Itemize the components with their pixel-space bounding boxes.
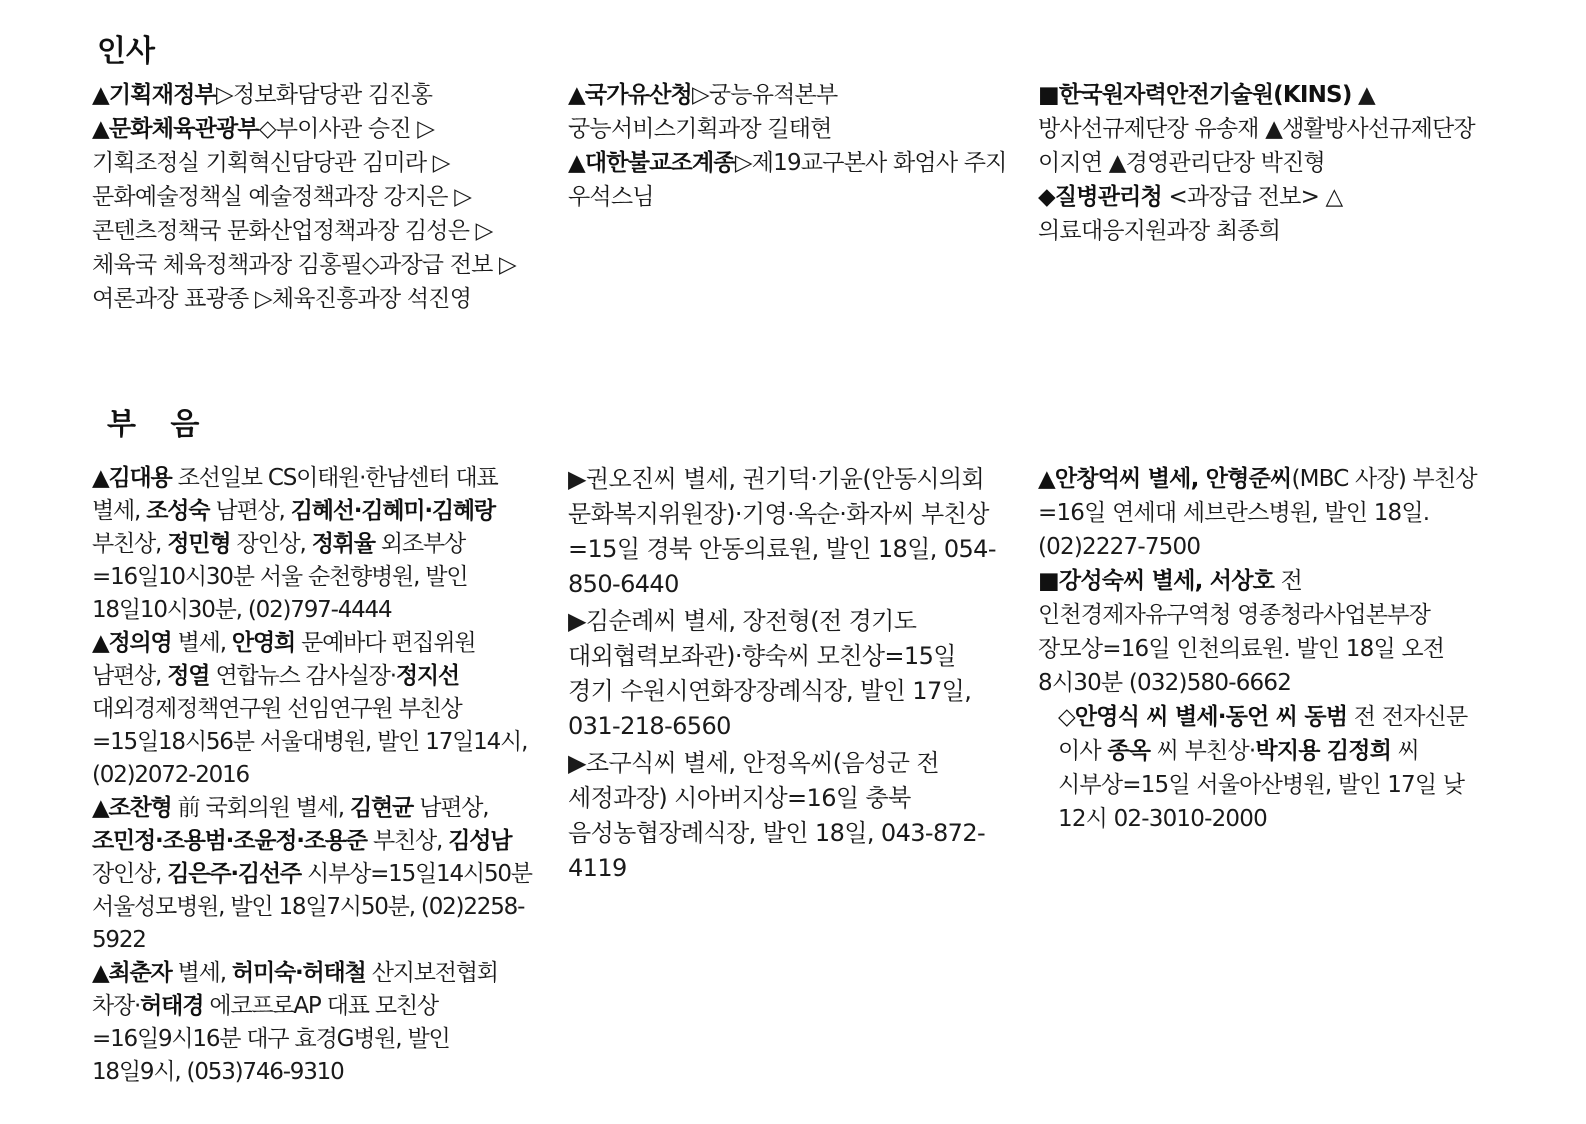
entry-text: 별세, [171, 630, 232, 656]
name-highlight: 김현균 [350, 795, 414, 821]
obituary-entry: ▶권오진씨 별세, 권기덕·기윤(안동시의회 문화복지위원장)·기영·옥순·화자씨 부친상=15일 경북 안동의료원, 발인 18일, 054-850-6440 [568, 465, 996, 598]
name-highlight: ◇안영식 씨 별세·동언 씨 동범 [1058, 704, 1348, 730]
entry-text: 前 국회의원 별세, [171, 795, 351, 821]
entry-text: 조선일보 CS이태원·한남센터 대표 별세, [92, 465, 498, 524]
entry-text: 장인상, [92, 861, 168, 887]
name-highlight: 허미숙·허태철 [231, 960, 366, 986]
insa-column-1 [92, 78, 532, 316]
entry-text: 별세, [171, 960, 232, 986]
entry-text: 씨 시부상=15일 서울아산병원, 발인 17일 낮 12시 02-3010-2000 [1058, 738, 1465, 832]
entry-text: 전 인천경제자유구역청 영종청라사업본부장 장모상=16일 인천의료원. 발인 18일 오전 8시30분 (032)580-6662 [1038, 568, 1445, 696]
insa-entry: ◆질병관리청 <과장급 전보> △의료대응지원과장 최종희 [1038, 184, 1343, 244]
name-highlight: ▲김대용 [92, 465, 172, 491]
entry-text: (MBC 사장) 부친상=16일 연세대 세브란스병원, 발인 18일. (02)2227-7500 [1038, 466, 1477, 560]
name-highlight: 서상호 [1209, 568, 1275, 594]
section-title-bueum: 부 음 [107, 407, 212, 442]
name-highlight: 김성남 [448, 828, 512, 854]
name-highlight: 김혜선·김혜미·김혜랑 [290, 498, 495, 524]
insa-column-2 [568, 78, 1008, 214]
obituary-entry: ▶김순례씨 별세, 장전형(전 경기도 대외협력보좌관)·향숙씨 모친상=15일 경기 수원시연화장장례식장, 발인 17일, 031-218-6560 [568, 607, 972, 740]
entry-text: 문예바다 편집위원 남편상, [92, 630, 476, 689]
name-highlight: 박지용 김정희 [1255, 738, 1392, 764]
name-highlight: 김은주·김선주 [167, 861, 301, 887]
entry-text: 외조부상=16일10시30분 서울 순천향병원, 발인 18일10시30분, (02)797-4444 [92, 531, 468, 623]
entry-text: 시부상=15일14시50분 서울성모병원, 발인 18일7시50분, (02)2258-5922 [92, 861, 532, 953]
name-highlight: 종옥 [1107, 738, 1151, 764]
name-highlight: 정열 [167, 663, 210, 689]
insa-entry: ▲기획재정부▷정보화담당관 김진홍 [92, 82, 433, 108]
obituary-entry [1038, 564, 1488, 700]
name-highlight: ▲안창억씨 별세, [1038, 466, 1206, 492]
obituary-entry [1038, 700, 1488, 836]
entry-text: 남편상, [209, 498, 291, 524]
name-highlight: 정지선 [395, 663, 459, 689]
name-highlight: ■강성숙씨 별세, [1038, 568, 1210, 594]
bueum-column-3 [1038, 462, 1488, 836]
insa-entry: ▲대한불교조계종▷제19교구본사 화엄사 주지 우석스님 [568, 150, 1007, 210]
insa-column-3 [1038, 78, 1488, 248]
name-highlight: 정민형 [167, 531, 231, 557]
name-highlight: ▲조찬형 [92, 795, 172, 821]
name-highlight: 안영희 [231, 630, 295, 656]
name-highlight: 조민정·조용범·조윤정·조용준 [92, 828, 367, 854]
entry-text: 대외경제정책연구원 선임연구원 부친상=15일18시56분 서울대병원, 발인 17일14시, (02)2072-2016 [92, 696, 528, 788]
name-highlight: 안형준씨 [1205, 466, 1292, 492]
name-highlight: 정휘율 [311, 531, 375, 557]
insa-entry: ■한국원자력안전기술원(KINS) ▲방사선규제단장 유송재 ▲생활방사선규제단장 이지연 ▲경영관리단장 박진형 [1038, 82, 1475, 176]
bueum-column-2 [568, 462, 1008, 888]
entry-text: 부친상, [92, 531, 168, 557]
obituary-entry [92, 792, 532, 957]
insa-entry: ▲국가유산청▷궁능유적본부 궁능서비스기획과장 길태현 [568, 82, 838, 142]
name-highlight: 허태경 [140, 993, 204, 1019]
name-highlight: 조성숙 [146, 498, 210, 524]
entry-text: 연합뉴스 감사실장· [209, 663, 396, 689]
obituary-entry [92, 957, 532, 1089]
entry-text: 에코프로AP 대표 모친상=16일9시16분 대구 효경G병원, 발인 18일9시, (053)746-9310 [92, 993, 450, 1085]
entry-text: 씨 부친상· [1150, 738, 1256, 764]
obituary-entry: ▶조구식씨 별세, 안정옥씨(음성군 전 세정과장) 시아버지상=16일 충북 음성농협장례식장, 발인 18일, 043-872-4119 [568, 749, 986, 882]
obituary-entry [1038, 462, 1488, 564]
entry-text: 부친상, [366, 828, 449, 854]
entry-text: 산지보전협회 차장· [92, 960, 498, 1019]
obituary-entry [92, 462, 532, 627]
name-highlight: ▲정의영 [92, 630, 172, 656]
name-highlight: ▲최춘자 [92, 960, 172, 986]
entry-text: 전 전자신문 이사 [1058, 704, 1468, 764]
obituary-entry [92, 627, 532, 792]
bueum-column-1 [92, 462, 532, 1089]
insa-entry: ▲문화체육관광부◇부이사관 승진 ▷기획조정실 기획혁신담당관 김미라 ▷문화예술정책실 예술정책과장 강지은 ▷콘텐츠정책국 문화산업정책과장 김성은 ▷체육국 체육정책과장 김홍필◇과장급 전보 ▷여론과장 표광종 ▷체육진흥과장 석진영 [92, 116, 516, 312]
section-title-insa: 인사 [97, 34, 155, 69]
entry-text: 장인상, [230, 531, 312, 557]
entry-text: 남편상, [413, 795, 489, 821]
